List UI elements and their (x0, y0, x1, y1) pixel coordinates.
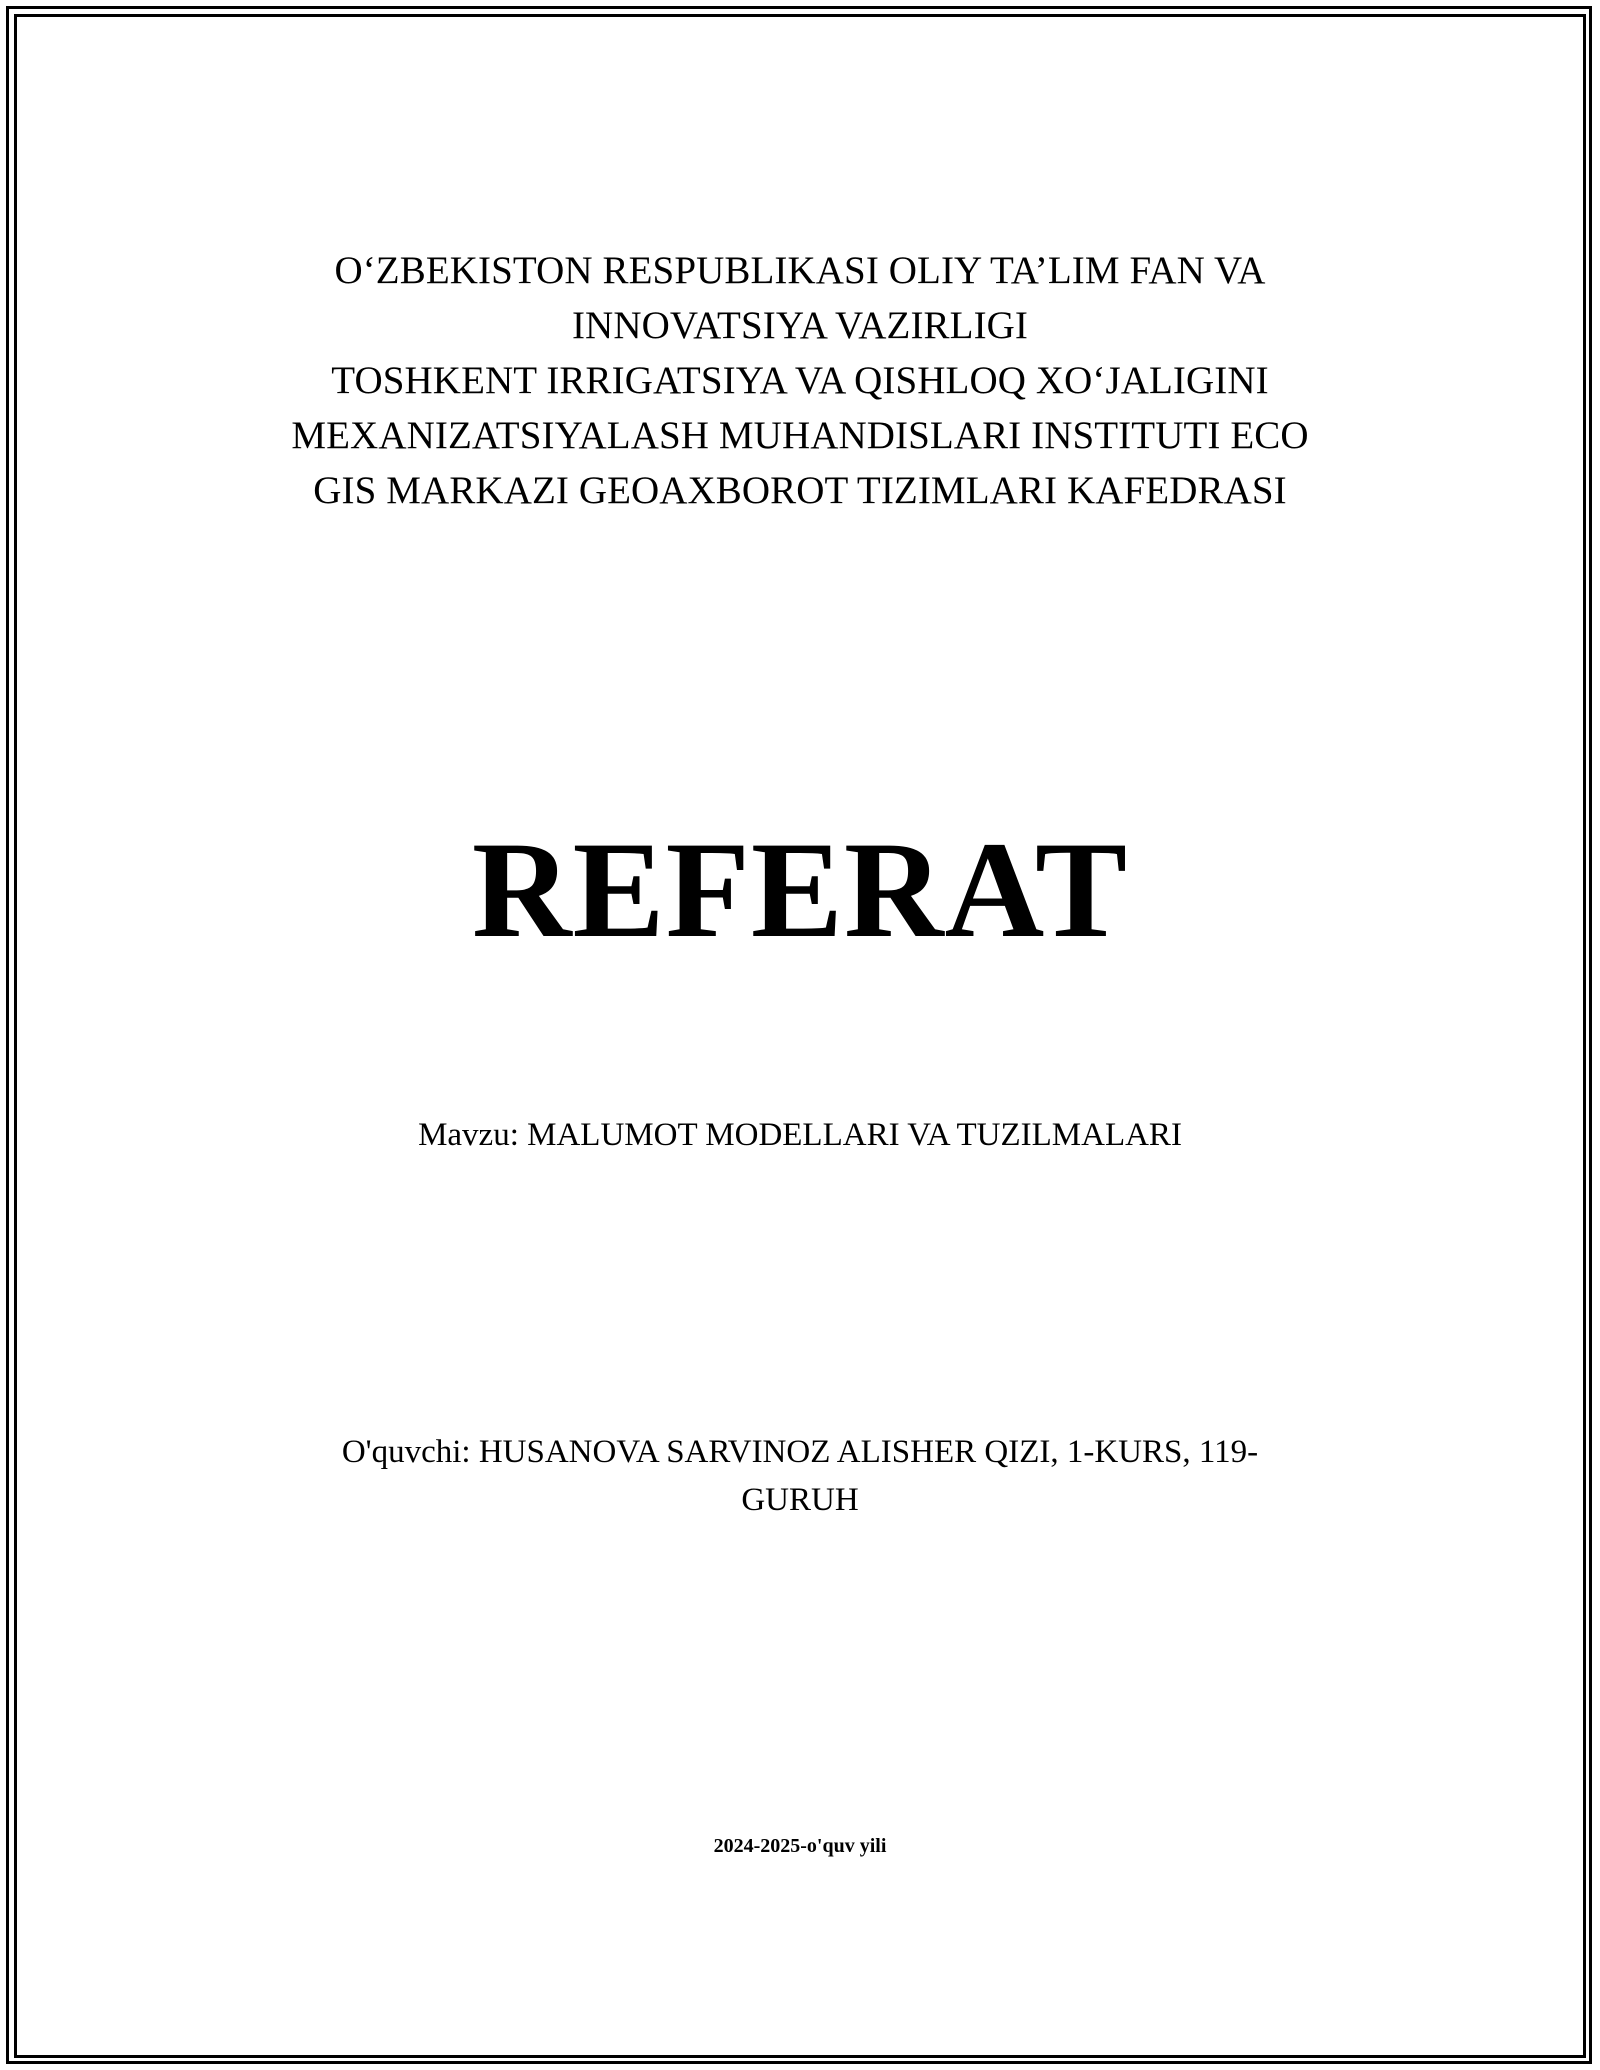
header-line: O‘ZBEKISTON RESPUBLIKASI OLIY TA’LIM FAN VA (334, 249, 1266, 292)
academic-year: 2024-2025-o'quv yili (713, 1835, 887, 1857)
header-line: GIS MARKAZI GEOAXBOROT TIZIMLARI KAFEDRASI (313, 469, 1287, 512)
institution-header (0, 243, 1600, 518)
topic-line: Mavzu: MALUMOT MODELLARI VA TUZILMALARI (418, 1117, 1182, 1153)
student-line: O'quvchi: HUSANOVA SARVINOZ ALISHER QIZI, 1-KURS, 119- (341, 1434, 1259, 1470)
header-line: INNOVATSIYA VAZIRLIGI (571, 304, 1029, 347)
student-line: GURUH (741, 1482, 859, 1518)
header-line: TOSHKENT IRRIGATSIYA VA QISHLOQ XO‘JALIGINI (331, 359, 1269, 402)
document-title: REFERAT (471, 813, 1129, 966)
header-line: MEXANIZATSIYALASH MUHANDISLARI INSTITUTI ECO (291, 414, 1309, 457)
student-info (0, 1428, 1600, 1524)
